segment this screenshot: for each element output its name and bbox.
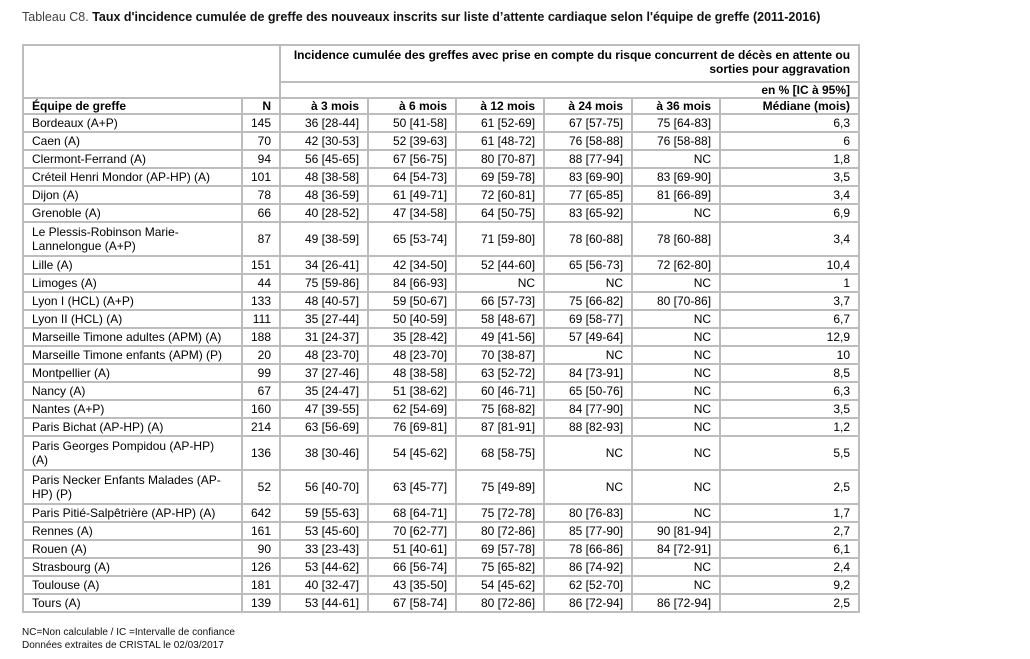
cell-36m: NC bbox=[632, 382, 720, 400]
cell-3m: 48 [40-57] bbox=[280, 292, 368, 310]
cell-12m: 75 [68-82] bbox=[456, 400, 544, 418]
cell-36m: NC bbox=[632, 504, 720, 522]
cell-12m: 80 [72-86] bbox=[456, 522, 544, 540]
column-header-24m: à 24 mois bbox=[544, 98, 632, 114]
cell-12m: 60 [46-71] bbox=[456, 382, 544, 400]
cell-3m: 37 [27-46] bbox=[280, 364, 368, 382]
table-row bbox=[23, 558, 859, 576]
table-caption: Taux d'incidence cumulée de greffe des nouveaux inscrits sur liste d’attente cardiaque selon l'équipe de greffe (2011-2016) bbox=[92, 10, 821, 24]
column-header-6m: à 6 mois bbox=[368, 98, 456, 114]
cell-n: 161 bbox=[242, 522, 280, 540]
cell-3m: 75 [59-86] bbox=[280, 274, 368, 292]
cell-median: 3,5 bbox=[720, 168, 859, 186]
cell-median: 1,8 bbox=[720, 150, 859, 168]
cell-12m: 71 [59-80] bbox=[456, 222, 544, 256]
cell-n: 133 bbox=[242, 292, 280, 310]
cell-36m: 83 [69-90] bbox=[632, 168, 720, 186]
cell-team: Lyon I (HCL) (A+P) bbox=[23, 292, 242, 310]
cell-3m: 48 [36-59] bbox=[280, 186, 368, 204]
cell-n: 111 bbox=[242, 310, 280, 328]
cell-36m: 72 [62-80] bbox=[632, 256, 720, 274]
cell-6m: 67 [58-74] bbox=[368, 594, 456, 612]
cell-6m: 70 [62-77] bbox=[368, 522, 456, 540]
cell-3m: 56 [45-65] bbox=[280, 150, 368, 168]
cell-median: 1 bbox=[720, 274, 859, 292]
cell-12m: 61 [52-69] bbox=[456, 114, 544, 132]
table-row bbox=[23, 540, 859, 558]
cell-n: 160 bbox=[242, 400, 280, 418]
cell-36m: 80 [70-86] bbox=[632, 292, 720, 310]
table-row bbox=[23, 522, 859, 540]
cell-3m: 33 [23-43] bbox=[280, 540, 368, 558]
cell-n: 66 bbox=[242, 204, 280, 222]
table-row bbox=[23, 364, 859, 382]
cell-6m: 42 [34-50] bbox=[368, 256, 456, 274]
cell-team: Paris Georges Pompidou (AP-HP) (A) bbox=[23, 436, 242, 470]
cell-12m: 75 [49-89] bbox=[456, 470, 544, 504]
cell-team: Marseille Timone enfants (APM) (P) bbox=[23, 346, 242, 364]
table-row bbox=[23, 274, 859, 292]
cell-team: Limoges (A) bbox=[23, 274, 242, 292]
cell-n: 44 bbox=[242, 274, 280, 292]
footnote-source: Données extraites de CRISTAL le 02/03/2017 bbox=[22, 640, 224, 651]
cell-median: 6 bbox=[720, 132, 859, 150]
column-header-n: N bbox=[242, 98, 280, 114]
cell-3m: 34 [26-41] bbox=[280, 256, 368, 274]
cell-24m: 77 [65-85] bbox=[544, 186, 632, 204]
cell-24m: 83 [65-92] bbox=[544, 204, 632, 222]
column-header-row bbox=[23, 98, 859, 114]
table-row bbox=[23, 150, 859, 168]
cell-12m: 52 [44-60] bbox=[456, 256, 544, 274]
cell-3m: 42 [30-53] bbox=[280, 132, 368, 150]
cell-team: Rennes (A) bbox=[23, 522, 242, 540]
cell-24m: 88 [77-94] bbox=[544, 150, 632, 168]
cell-team: Toulouse (A) bbox=[23, 576, 242, 594]
cell-n: 139 bbox=[242, 594, 280, 612]
cell-team: Paris Necker Enfants Malades (AP-HP) (P) bbox=[23, 470, 242, 504]
cell-36m: 75 [64-83] bbox=[632, 114, 720, 132]
group-header-row bbox=[23, 45, 859, 82]
cell-12m: 80 [72-86] bbox=[456, 594, 544, 612]
cell-24m: 65 [50-76] bbox=[544, 382, 632, 400]
cell-6m: 63 [45-77] bbox=[368, 470, 456, 504]
cell-team: Clermont-Ferrand (A) bbox=[23, 150, 242, 168]
cell-team: Lille (A) bbox=[23, 256, 242, 274]
cell-12m: 61 [48-72] bbox=[456, 132, 544, 150]
table-row bbox=[23, 256, 859, 274]
cell-6m: 43 [35-50] bbox=[368, 576, 456, 594]
cell-3m: 53 [44-61] bbox=[280, 594, 368, 612]
cell-median: 8,5 bbox=[720, 364, 859, 382]
table-row bbox=[23, 504, 859, 522]
cell-12m: 63 [52-72] bbox=[456, 364, 544, 382]
cell-n: 151 bbox=[242, 256, 280, 274]
cell-24m: 86 [72-94] bbox=[544, 594, 632, 612]
cell-median: 10,4 bbox=[720, 256, 859, 274]
cell-team: Strasbourg (A) bbox=[23, 558, 242, 576]
cell-24m: 80 [76-83] bbox=[544, 504, 632, 522]
cell-12m: 80 [70-87] bbox=[456, 150, 544, 168]
cell-3m: 48 [38-58] bbox=[280, 168, 368, 186]
footnote-abbreviations: NC=Non calculable / IC =Intervalle de confiance bbox=[22, 627, 235, 638]
cell-n: 136 bbox=[242, 436, 280, 470]
cell-median: 2,5 bbox=[720, 470, 859, 504]
cell-median: 9,2 bbox=[720, 576, 859, 594]
cell-n: 188 bbox=[242, 328, 280, 346]
cell-median: 6,3 bbox=[720, 114, 859, 132]
cell-36m: NC bbox=[632, 470, 720, 504]
cell-12m: 64 [50-75] bbox=[456, 204, 544, 222]
cell-6m: 67 [56-75] bbox=[368, 150, 456, 168]
cell-median: 3,4 bbox=[720, 222, 859, 256]
cell-12m: 75 [72-78] bbox=[456, 504, 544, 522]
cell-n: 20 bbox=[242, 346, 280, 364]
cell-n: 70 bbox=[242, 132, 280, 150]
cell-median: 2,5 bbox=[720, 594, 859, 612]
cell-n: 78 bbox=[242, 186, 280, 204]
cell-median: 3,5 bbox=[720, 400, 859, 418]
cell-3m: 59 [55-63] bbox=[280, 504, 368, 522]
cell-24m: 78 [66-86] bbox=[544, 540, 632, 558]
cell-36m: 86 [72-94] bbox=[632, 594, 720, 612]
cell-36m: NC bbox=[632, 204, 720, 222]
cell-n: 52 bbox=[242, 470, 280, 504]
cell-team: Tours (A) bbox=[23, 594, 242, 612]
table-title bbox=[22, 10, 820, 24]
cell-36m: 90 [81-94] bbox=[632, 522, 720, 540]
cell-24m: 85 [77-90] bbox=[544, 522, 632, 540]
cell-3m: 63 [56-69] bbox=[280, 418, 368, 436]
cell-24m: 65 [56-73] bbox=[544, 256, 632, 274]
column-header-team: Équipe de greffe bbox=[23, 98, 242, 114]
cell-36m: 78 [60-88] bbox=[632, 222, 720, 256]
cell-3m: 40 [28-52] bbox=[280, 204, 368, 222]
cell-team: Nantes (A+P) bbox=[23, 400, 242, 418]
cell-12m: NC bbox=[456, 274, 544, 292]
cell-36m: NC bbox=[632, 400, 720, 418]
cell-3m: 31 [24-37] bbox=[280, 328, 368, 346]
cell-6m: 59 [50-67] bbox=[368, 292, 456, 310]
cell-6m: 50 [40-59] bbox=[368, 310, 456, 328]
cell-12m: 68 [58-75] bbox=[456, 436, 544, 470]
cell-24m: 88 [82-93] bbox=[544, 418, 632, 436]
cell-n: 181 bbox=[242, 576, 280, 594]
cell-36m: 84 [72-91] bbox=[632, 540, 720, 558]
cell-6m: 61 [49-71] bbox=[368, 186, 456, 204]
cell-36m: NC bbox=[632, 558, 720, 576]
table-row bbox=[23, 168, 859, 186]
table-row bbox=[23, 292, 859, 310]
cell-6m: 48 [23-70] bbox=[368, 346, 456, 364]
cell-team: Caen (A) bbox=[23, 132, 242, 150]
cell-36m: NC bbox=[632, 328, 720, 346]
cell-36m: NC bbox=[632, 418, 720, 436]
table-row bbox=[23, 222, 859, 256]
cell-3m: 53 [44-62] bbox=[280, 558, 368, 576]
cell-36m: 81 [66-89] bbox=[632, 186, 720, 204]
cell-6m: 66 [56-74] bbox=[368, 558, 456, 576]
cell-median: 10 bbox=[720, 346, 859, 364]
cell-3m: 56 [40-70] bbox=[280, 470, 368, 504]
cell-3m: 48 [23-70] bbox=[280, 346, 368, 364]
cell-n: 214 bbox=[242, 418, 280, 436]
cell-n: 99 bbox=[242, 364, 280, 382]
table-row bbox=[23, 436, 859, 470]
cell-6m: 64 [54-73] bbox=[368, 168, 456, 186]
cell-24m: 76 [58-88] bbox=[544, 132, 632, 150]
table-row bbox=[23, 594, 859, 612]
cell-24m: 78 [60-88] bbox=[544, 222, 632, 256]
cell-median: 5,5 bbox=[720, 436, 859, 470]
table-row bbox=[23, 400, 859, 418]
cell-median: 2,7 bbox=[720, 522, 859, 540]
cell-team: Dijon (A) bbox=[23, 186, 242, 204]
table-row bbox=[23, 576, 859, 594]
cell-3m: 38 [30-46] bbox=[280, 436, 368, 470]
group-header: Incidence cumulée des greffes avec prise en compte du risque concurrent de décès en attente ou sorties pour aggravation bbox=[280, 45, 859, 82]
cell-6m: 62 [54-69] bbox=[368, 400, 456, 418]
cell-36m: NC bbox=[632, 346, 720, 364]
cell-12m: 54 [45-62] bbox=[456, 576, 544, 594]
cell-12m: 70 [38-87] bbox=[456, 346, 544, 364]
table-row bbox=[23, 470, 859, 504]
cell-median: 1,2 bbox=[720, 418, 859, 436]
cell-24m: NC bbox=[544, 470, 632, 504]
cell-n: 101 bbox=[242, 168, 280, 186]
cell-median: 6,3 bbox=[720, 382, 859, 400]
cell-6m: 84 [66-93] bbox=[368, 274, 456, 292]
column-header-3m: à 3 mois bbox=[280, 98, 368, 114]
table-label: Tableau C8. bbox=[22, 10, 89, 24]
table-row bbox=[23, 418, 859, 436]
cell-6m: 50 [41-58] bbox=[368, 114, 456, 132]
cell-12m: 72 [60-81] bbox=[456, 186, 544, 204]
cell-team: Grenoble (A) bbox=[23, 204, 242, 222]
table-row bbox=[23, 346, 859, 364]
cell-24m: 75 [66-82] bbox=[544, 292, 632, 310]
cell-24m: 62 [52-70] bbox=[544, 576, 632, 594]
cell-3m: 36 [28-44] bbox=[280, 114, 368, 132]
cell-median: 6,1 bbox=[720, 540, 859, 558]
column-header-36m: à 36 mois bbox=[632, 98, 720, 114]
cell-6m: 47 [34-58] bbox=[368, 204, 456, 222]
cell-12m: 87 [81-91] bbox=[456, 418, 544, 436]
cell-6m: 51 [38-62] bbox=[368, 382, 456, 400]
cell-36m: NC bbox=[632, 364, 720, 382]
table-row bbox=[23, 310, 859, 328]
table-row bbox=[23, 328, 859, 346]
cell-team: Montpellier (A) bbox=[23, 364, 242, 382]
cell-24m: 86 [74-92] bbox=[544, 558, 632, 576]
cell-3m: 47 [39-55] bbox=[280, 400, 368, 418]
cell-n: 87 bbox=[242, 222, 280, 256]
cell-6m: 35 [28-42] bbox=[368, 328, 456, 346]
cell-12m: 66 [57-73] bbox=[456, 292, 544, 310]
cell-6m: 65 [53-74] bbox=[368, 222, 456, 256]
cell-36m: NC bbox=[632, 150, 720, 168]
cell-n: 94 bbox=[242, 150, 280, 168]
cell-n: 90 bbox=[242, 540, 280, 558]
cell-6m: 48 [38-58] bbox=[368, 364, 456, 382]
table-row bbox=[23, 132, 859, 150]
empty-header-cell bbox=[23, 45, 280, 98]
cell-24m: NC bbox=[544, 346, 632, 364]
cell-team: Paris Pitié-Salpêtrière (AP-HP) (A) bbox=[23, 504, 242, 522]
cell-3m: 35 [24-47] bbox=[280, 382, 368, 400]
cell-3m: 53 [45-60] bbox=[280, 522, 368, 540]
cell-36m: NC bbox=[632, 310, 720, 328]
cell-team: Créteil Henri Mondor (AP-HP) (A) bbox=[23, 168, 242, 186]
cell-12m: 49 [41-56] bbox=[456, 328, 544, 346]
incidence-table bbox=[22, 44, 860, 613]
cell-6m: 52 [39-63] bbox=[368, 132, 456, 150]
cell-24m: NC bbox=[544, 274, 632, 292]
table-row bbox=[23, 114, 859, 132]
cell-6m: 51 [40-61] bbox=[368, 540, 456, 558]
cell-6m: 68 [64-71] bbox=[368, 504, 456, 522]
cell-12m: 58 [48-67] bbox=[456, 310, 544, 328]
cell-median: 2,4 bbox=[720, 558, 859, 576]
cell-12m: 69 [59-78] bbox=[456, 168, 544, 186]
cell-36m: NC bbox=[632, 576, 720, 594]
table-row bbox=[23, 204, 859, 222]
column-header-median: Médiane (mois) bbox=[720, 98, 859, 114]
cell-team: Le Plessis-Robinson Marie-Lannelongue (A+P) bbox=[23, 222, 242, 256]
footnotes bbox=[22, 626, 235, 652]
cell-24m: NC bbox=[544, 436, 632, 470]
table-row bbox=[23, 186, 859, 204]
cell-3m: 35 [27-44] bbox=[280, 310, 368, 328]
cell-median: 3,7 bbox=[720, 292, 859, 310]
cell-median: 3,4 bbox=[720, 186, 859, 204]
cell-team: Rouen (A) bbox=[23, 540, 242, 558]
column-header-12m: à 12 mois bbox=[456, 98, 544, 114]
cell-3m: 40 [32-47] bbox=[280, 576, 368, 594]
cell-median: 12,9 bbox=[720, 328, 859, 346]
cell-24m: 67 [57-75] bbox=[544, 114, 632, 132]
cell-36m: NC bbox=[632, 274, 720, 292]
cell-n: 67 bbox=[242, 382, 280, 400]
cell-team: Bordeaux (A+P) bbox=[23, 114, 242, 132]
table-row bbox=[23, 382, 859, 400]
cell-36m: 76 [58-88] bbox=[632, 132, 720, 150]
cell-12m: 69 [57-78] bbox=[456, 540, 544, 558]
cell-6m: 76 [69-81] bbox=[368, 418, 456, 436]
cell-24m: 57 [49-64] bbox=[544, 328, 632, 346]
cell-36m: NC bbox=[632, 436, 720, 470]
cell-median: 6,7 bbox=[720, 310, 859, 328]
cell-24m: 84 [73-91] bbox=[544, 364, 632, 382]
unit-header: en % [IC à 95%] bbox=[280, 82, 859, 98]
cell-median: 6,9 bbox=[720, 204, 859, 222]
cell-median: 1,7 bbox=[720, 504, 859, 522]
cell-n: 126 bbox=[242, 558, 280, 576]
cell-12m: 75 [65-82] bbox=[456, 558, 544, 576]
cell-team: Nancy (A) bbox=[23, 382, 242, 400]
cell-n: 642 bbox=[242, 504, 280, 522]
cell-team: Marseille Timone adultes (APM) (A) bbox=[23, 328, 242, 346]
cell-team: Lyon II (HCL) (A) bbox=[23, 310, 242, 328]
cell-team: Paris Bichat (AP-HP) (A) bbox=[23, 418, 242, 436]
cell-n: 145 bbox=[242, 114, 280, 132]
cell-24m: 83 [69-90] bbox=[544, 168, 632, 186]
cell-3m: 49 [38-59] bbox=[280, 222, 368, 256]
cell-24m: 84 [77-90] bbox=[544, 400, 632, 418]
cell-6m: 54 [45-62] bbox=[368, 436, 456, 470]
cell-24m: 69 [58-77] bbox=[544, 310, 632, 328]
